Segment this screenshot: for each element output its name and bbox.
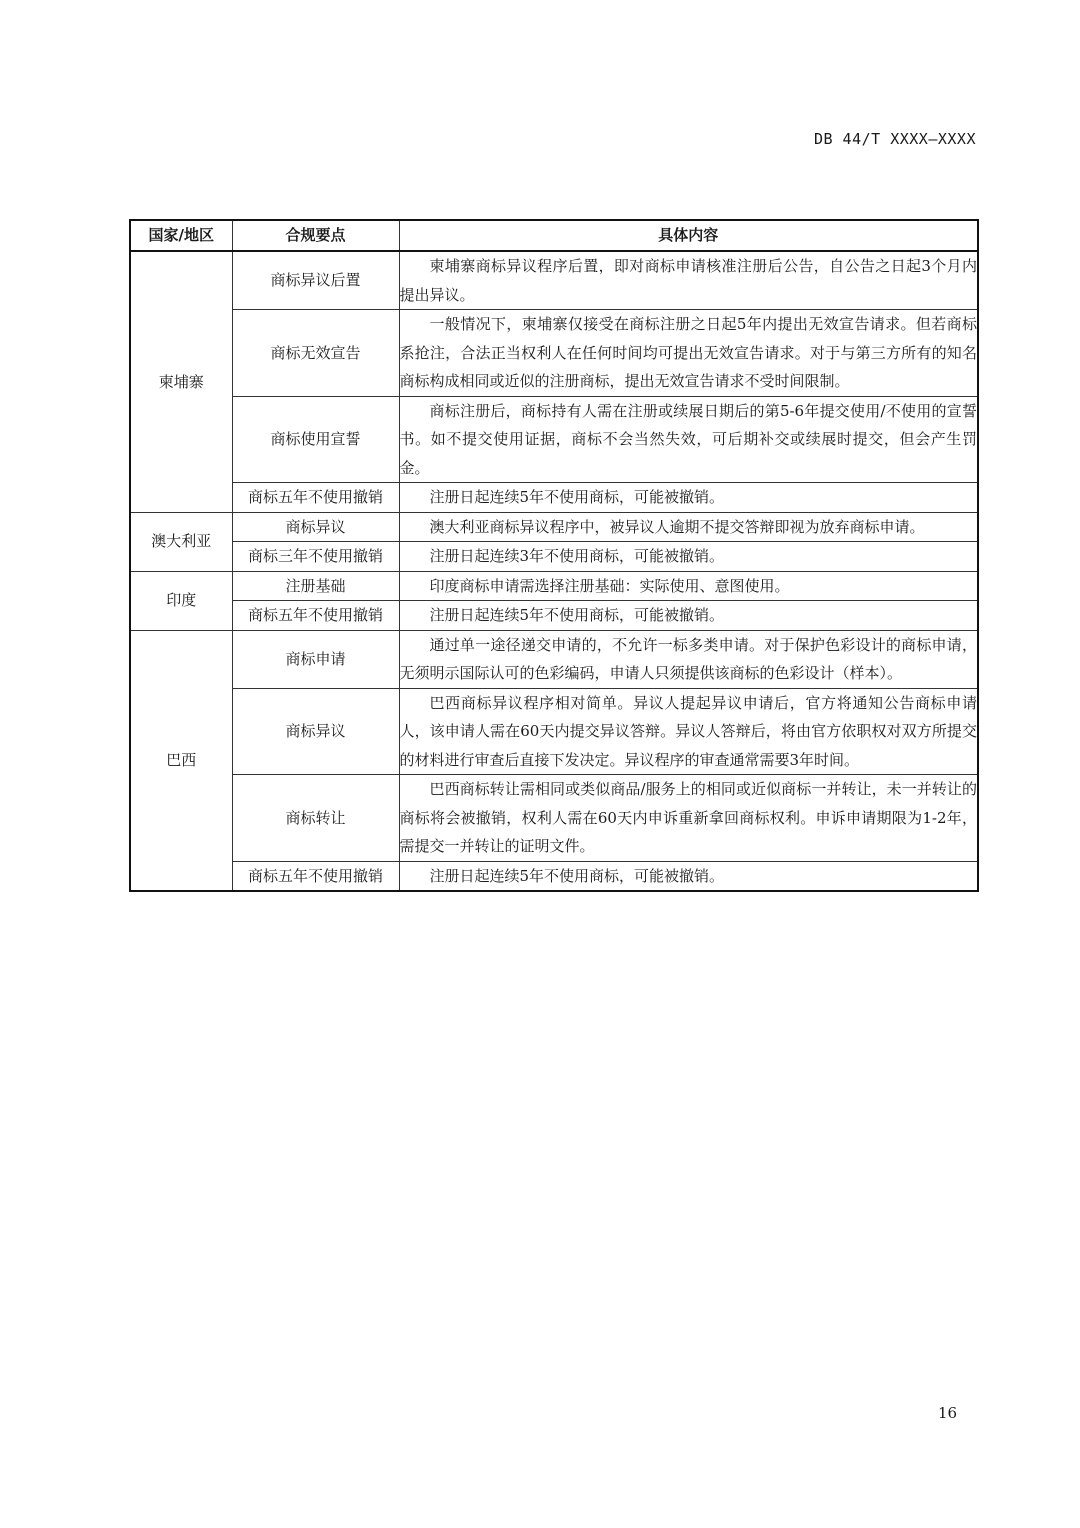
table-row	[130, 251, 978, 310]
country-cell: 柬埔寨	[130, 251, 232, 512]
point-cell: 商标异议	[232, 512, 399, 542]
content-text: 注册日起连续5年不使用商标，可能被撤销。	[429, 606, 725, 624]
table-header	[130, 220, 978, 251]
country-cell: 澳大利亚	[130, 512, 232, 571]
content-text: 澳大利亚商标异议程序中，被异议人逾期不提交答辩即视为放弃商标申请。	[429, 517, 925, 536]
point-cell: 商标无效宣告	[232, 310, 399, 397]
content-cell	[399, 688, 978, 775]
content-cell	[399, 630, 978, 688]
point-cell: 商标五年不使用撤销	[232, 483, 399, 513]
header-country: 国家/地区	[130, 220, 232, 251]
content-text: 商标注册后，商标持有人需在注册或续展日期后的第5-6年提交使用/不使用的宣誓书。如不提交使用证据，商标不会当然失效，可后期补交或续展时提交，但会产生罚金。	[399, 401, 977, 477]
content-text: 一般情况下，柬埔寨仅接受在商标注册之日起5年内提出无效宣告请求。但若商标系抢注，合法正当权利人在任何时间均可提出无效宣告请求。对于与第三方所有的知名商标构成相同或近似的注册商标，提出无效宣告请求不受时间限制。	[399, 315, 977, 390]
table-row	[130, 861, 978, 891]
table-row	[130, 483, 978, 513]
table-row	[130, 775, 978, 862]
content-text: 注册日起连续3年不使用商标，可能被撤销。	[429, 547, 725, 565]
content-cell	[399, 483, 978, 513]
header-point: 合规要点	[232, 220, 399, 251]
header-content: 具体内容	[399, 220, 978, 251]
table-row	[130, 630, 978, 688]
point-cell: 商标三年不使用撤销	[232, 542, 399, 572]
content-text: 巴西商标异议程序相对简单。异议人提起异议申请后，官方将通知公告商标申请人，该申请人需在60天内提交异议答辩。异议人答辩后，将由官方依职权对双方所提交的材料进行审查后直接下发决定。异议程序的审查通常需要3年时间。	[399, 693, 977, 769]
page-number: 16	[938, 1404, 958, 1422]
country-cell: 巴西	[130, 630, 232, 891]
point-cell: 商标五年不使用撤销	[232, 861, 399, 891]
content-text: 印度商标申请需选择注册基础：实际使用、意图使用。	[429, 576, 790, 595]
content-text: 柬埔寨商标异议程序后置，即对商标申请核准注册后公告，自公告之日起3个月内提出异议。	[399, 257, 977, 304]
country-cell: 印度	[130, 571, 232, 630]
content-cell	[399, 601, 978, 631]
content-cell	[399, 571, 978, 601]
table-row	[130, 512, 978, 542]
table-body	[130, 251, 978, 891]
content-text: 注册日起连续5年不使用商标，可能被撤销。	[429, 488, 725, 506]
point-cell: 商标申请	[232, 630, 399, 688]
content-cell	[399, 310, 978, 397]
document-code: DB 44/T XXXX—XXXX	[813, 130, 976, 148]
table-row	[130, 601, 978, 631]
content-text: 通过单一途径递交申请的，不允许一标多类申请。对于保护色彩设计的商标申请，无须明示国际认可的色彩编码，申请人只须提供该商标的色彩设计（样本）。	[399, 635, 977, 682]
table-row	[130, 688, 978, 775]
point-cell: 商标异议	[232, 688, 399, 775]
point-cell: 注册基础	[232, 571, 399, 601]
point-cell: 商标使用宣誓	[232, 396, 399, 483]
header-row	[130, 220, 978, 251]
table-row	[130, 542, 978, 572]
content-cell	[399, 512, 978, 542]
content-cell	[399, 396, 978, 483]
content-text: 注册日起连续5年不使用商标，可能被撤销。	[429, 866, 725, 885]
compliance-table	[129, 219, 979, 892]
content-cell	[399, 861, 978, 891]
table-row	[130, 571, 978, 601]
content-cell	[399, 251, 978, 310]
point-cell: 商标异议后置	[232, 251, 399, 310]
content-cell	[399, 542, 978, 572]
table-row	[130, 396, 978, 483]
content-text: 巴西商标转让需相同或类似商品/服务上的相同或近似商标一并转让，未一并转让的商标将会被撤销，权利人需在60天内申诉重新拿回商标权利。申诉申请期限为1-2年，需提交一并转让的证明文件。	[399, 780, 977, 855]
content-cell	[399, 775, 978, 862]
table-row	[130, 310, 978, 397]
point-cell: 商标五年不使用撤销	[232, 601, 399, 631]
point-cell: 商标转让	[232, 775, 399, 862]
